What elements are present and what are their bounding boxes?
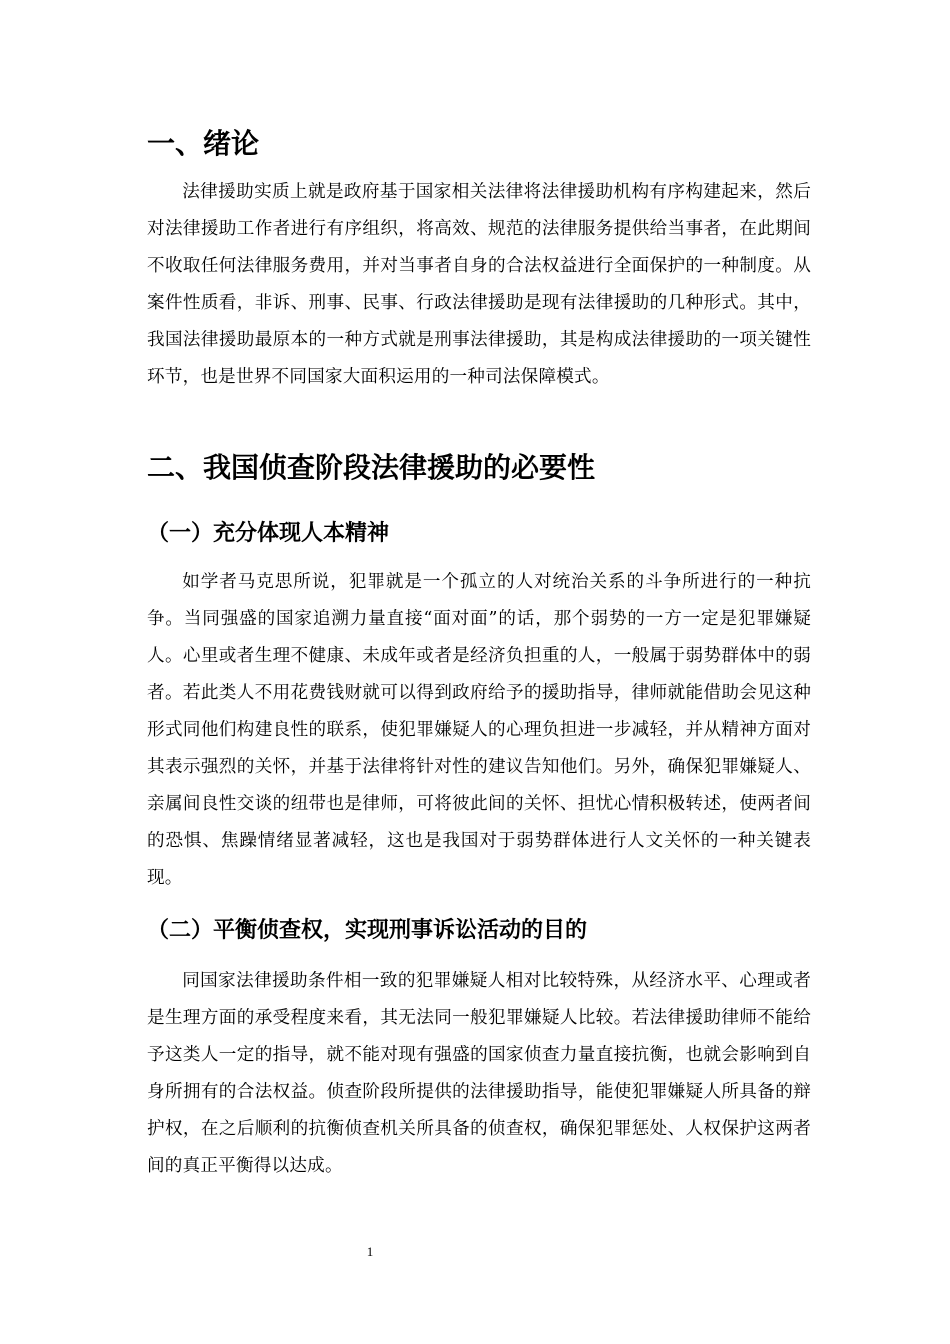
page-number: 1 <box>366 1244 374 1259</box>
introduction-paragraph: 法律援助实质上就是政府基于国家相关法律将法律援助机构有序构建起来，然后对法律援助工作者进行有序组织，将高效、规范的法律服务提供给当事者，在此期间不收取任何法律服务费用，并对当事者自身的合法权益进行全面保护的一种制度。从案件性质看，非诉、刑事、民事、行政法律援助是现有法律援助的几种形式。其中，我国法律援助最原本的一种方式就是刑事法律援助，其是构成法律援助的一项关键性环节，也是世界不同国家大面积运用的一种司法保障模式。 <box>147 182 811 387</box>
section-heading-introduction: 一、绪论 <box>147 127 260 160</box>
section-heading-necessity: 二、我国侦查阶段法律援助的必要性 <box>147 451 596 484</box>
subsection-heading-humanism: （一）充分体现人本精神 <box>147 521 390 546</box>
subsection-heading-balance: （二）平衡侦查权，实现刑事诉讼活动的目的 <box>147 918 588 943</box>
humanism-paragraph: 如学者马克思所说，犯罪就是一个孤立的人对统治关系的斗争所进行的一种抗争。当同强盛的国家追溯力量直接“面对面”的话，那个弱势的一方一定是犯罪嫌疑人。心里或者生理不健康、未成年或者是经济负担重的人，一般属于弱势群体中的弱者。若此类人不用花费钱财就可以得到政府给予的援助指导，律师就能借助会见这种形式同他们构建良性的联系，使犯罪嫌疑人的心理负担进一步减轻，并从精神方面对其表示强烈的关怀，并基于法律将针对性的建议告知他们。另外，确保犯罪嫌疑人、亲属间良性交谈的纽带也是律师，可将彼此间的关怀、担忧心情积极转述，使两者间的恐惧、焦躁情绪显著减轻，这也是我国对于弱势群体进行人文关怀的一种关键表现。 <box>147 572 811 888</box>
balance-paragraph: 同国家法律援助条件相一致的犯罪嫌疑人相对比较特殊，从经济水平、心理或者是生理方面的承受程度来看，其无法同一般犯罪嫌疑人比较。若法律援助律师不能给予这类人一定的指导，就不能对现有强盛的国家侦查力量直接抗衡，也就会影响到自身所拥有的合法权益。侦查阶段所提供的法律援助指导，能使犯罪嫌疑人所具备的辩护权，在之后顺利的抗衡侦查机关所具备的侦查权，确保犯罪惩处、人权保护这两者间的真正平衡得以达成。 <box>147 971 811 1176</box>
